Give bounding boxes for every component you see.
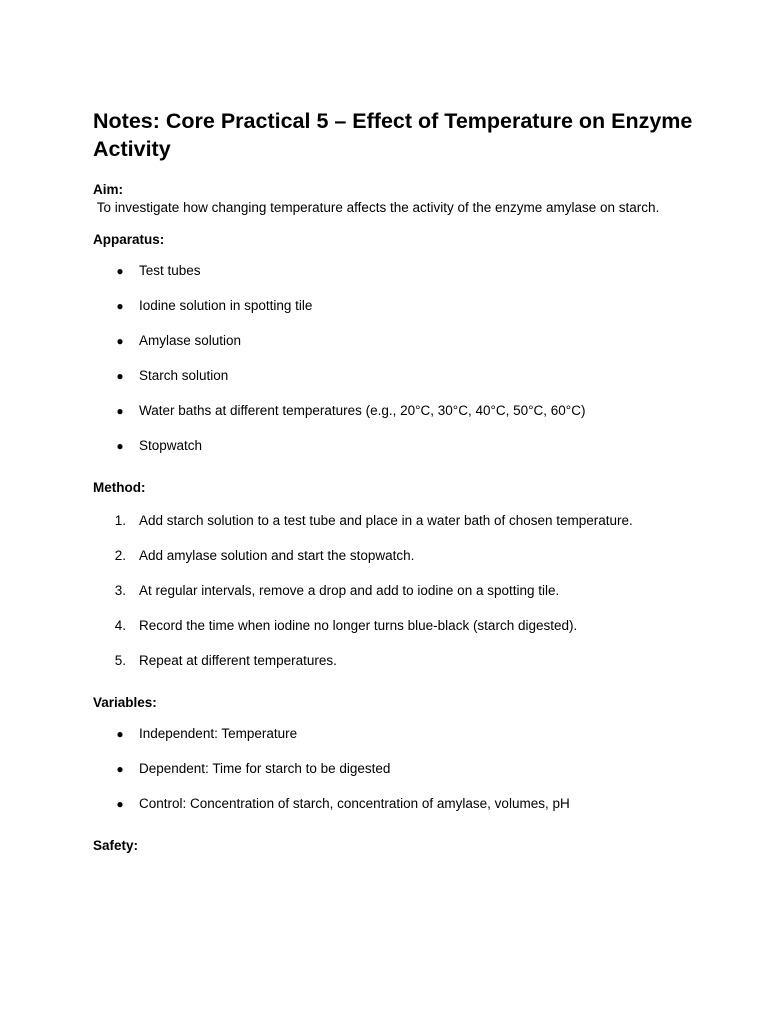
variable-item-text: Independent: Temperature (139, 726, 298, 741)
apparatus-item (93, 262, 693, 280)
apparatus-item (93, 367, 693, 385)
safety-heading: Safety: (93, 838, 139, 853)
bullet-icon: ● (116, 334, 124, 348)
variables-list (93, 725, 693, 813)
apparatus-list (93, 262, 693, 455)
step-number: 2. (114, 548, 126, 563)
method-step-text: Repeat at different temperatures. (139, 653, 337, 668)
bullet-icon: ● (116, 299, 124, 313)
method-step-text: Add starch solution to a test tube and place in a water bath of chosen temperature. (139, 513, 633, 528)
apparatus-item-text: Starch solution (139, 368, 229, 383)
aim-text: To investigate how changing temperature affects the activity of the enzyme amylase on starch. (93, 200, 660, 215)
bullet-icon: ● (116, 762, 124, 776)
method-step (93, 512, 693, 530)
method-step-text: Record the time when iodine no longer turns blue-black (starch digested). (139, 618, 578, 633)
apparatus-item-text: Stopwatch (139, 438, 203, 453)
variable-item (93, 725, 693, 743)
variable-item (93, 795, 693, 813)
bullet-icon: ● (116, 797, 124, 811)
apparatus-item (93, 402, 693, 420)
method-step-text: At regular intervals, remove a drop and add to iodine on a spotting tile. (139, 583, 560, 598)
bullet-icon: ● (116, 369, 124, 383)
page-title: Notes: Core Practical 5 – Effect of Temperature on Enzyme Activity (93, 109, 693, 161)
apparatus-item (93, 437, 693, 455)
variables-heading: Variables: (93, 695, 157, 710)
method-step (93, 652, 693, 670)
bullet-icon: ● (116, 727, 124, 741)
method-step-text: Add amylase solution and start the stopwatch. (139, 548, 415, 563)
bullet-icon: ● (116, 404, 124, 418)
method-step (93, 582, 693, 600)
apparatus-item (93, 332, 693, 350)
method-list (93, 512, 693, 670)
apparatus-item-text: Water baths at different temperatures (e.g., 20°C, 30°C, 40°C, 50°C, 60°C) (139, 403, 586, 418)
bullet-icon: ● (116, 439, 124, 453)
step-number: 5. (114, 653, 126, 668)
method-step (93, 547, 693, 565)
method-heading: Method: (93, 480, 146, 495)
method-step (93, 617, 693, 635)
step-number: 3. (114, 583, 126, 598)
bullet-icon: ● (116, 264, 124, 278)
document-page (93, 107, 693, 855)
apparatus-item-text: Iodine solution in spotting tile (139, 298, 313, 313)
step-number: 1. (114, 513, 126, 528)
step-number: 4. (114, 618, 126, 633)
variable-item (93, 760, 693, 778)
apparatus-item-text: Test tubes (139, 263, 201, 278)
variable-item-text: Control: Concentration of starch, concentration of amylase, volumes, pH (139, 796, 570, 811)
apparatus-heading: Apparatus: (93, 232, 165, 247)
variable-item-text: Dependent: Time for starch to be digested (139, 761, 391, 776)
apparatus-item (93, 297, 693, 315)
aim-heading: Aim: (93, 182, 123, 197)
apparatus-item-text: Amylase solution (139, 333, 242, 348)
